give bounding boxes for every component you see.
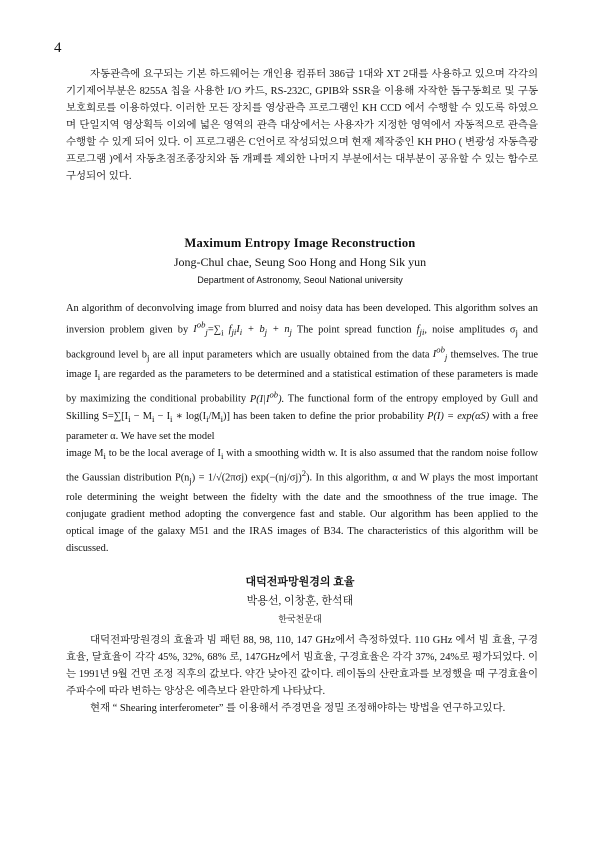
article1-authors: Jong-Chul chae, Seung Soo Hong and Hong Sik yun: [173, 255, 427, 269]
page-number: 4: [54, 40, 62, 56]
article2-title: 대덕전파망원경의 효율: [245, 576, 355, 588]
article2-authors: 박용선, 이창훈, 한석태: [246, 595, 354, 607]
intro-paragraph: [66, 66, 538, 185]
article1-affiliation: Department of Astronomy, Seoul National university: [197, 275, 403, 285]
intro-text: 자동관측에 요구되는 기본 하드웨어는 개인용 컴퓨터 386급 1대와 XT 2대를 사용하고 있으며 각각의 기기제어부분은 8255A 칩을 사용한 I/O 카드, RS-232C, GPIB와 SSR을 이용해 자작한 돔구동회로 및 구동보호회로를 이용하였다. 이러한 모든 장치를 영상관측 프로그램인 KH CCD 에서 수행할 수 있도록 하였으며 단일지역 영상획득 이외에 넓은 영역의 관측 대상에서는 사용자가 지정한 영역에서 자동적으로 관측을 수행할 수 있게 되어 있다. 이 프로그램은 C언어로 작성되었으며 현재 제작중인 KH PHO ( 변광성 자동측광 프로그램 )에서 자동초점조종장치와 돔 개폐를 제외한 나머지 부분에서는 대부분이 공유할 수 있는 함수로 구성되어 있다.: [66, 69, 538, 182]
article2-affiliation: 한국천문대: [278, 614, 322, 624]
article2-paragraph: [66, 632, 538, 717]
article2-text: 대덕전파망원경의 효율과 빔 패턴 88, 98, 110, 147 GHz에서 측정하였다. 110 GHz 에서 빔 효율, 구경효율, 달효율이 각각 45%, 32%, 68% 로, 147GHz에서 빔효율, 구경효율은 각각 37%, 24%로 평가되었다. 이는 1991년 9월 건면 조정 직후의 값보다. 약간 낮아진 값이다. 레이돔의 산란효과를 보정했을 때 구경효율이 주파수에 따라 변하는 양상은 예측보다 완만하게 나타났다.: [66, 635, 538, 697]
article1-title: Maximum Entropy Image Reconstruction: [184, 236, 416, 250]
article2-text-2: 현재 “ Shearing interferometer” 를 이용해서 주경면을 정밀 조정해야하는 방법을 연구하고있다.: [90, 703, 506, 714]
article1-abstract: An algorithm of deconvolving image from blurred and noisy data has been developed. This algorithm solves an inversion problem given by $I^{ob}_j=\sum_i$ $f_{ji}I_i + b_j + n_j$ The point spread function $f_{ji}$, noise amplitudes $\sigma_j$ and background level $b_j$ are all input parameters which are usually obtained from the data $I^{ob}_j$ themselves. The true image $I_i$ are regarded as the parameters to be determined and a statistical estimation of these parameters is made by maximizing the conditional probability $P(I|I^{ob})$. The functional form of the entropy employed by Gull and Skilling $S=\sum[I_i - M_i - I_i$ ∗ $\log(I_i/M_i)$] has been taken to define the prior probability P(I) = exp(αS) with a free parameter α. We have set the model image $M_i$ to be the local average of $I_i$ with a smoothing width w. It is also assumed that the random noise follow the Gaussian distribution $P(n_j) = 1/√(2\pi\sigma j)$ $\exp(-(nj/\sigma j)^2)$. In this algorithm, α and W plays the most important role determining the weight between the fidelty with the date and the smoothness of the true image. The conjugate gradient method adopting the convergence fast and stable. Our algorithm has been applied to the optical image of the galaxy M51 and the IRAS images of B34. The characteristics of this algorithm will be discussed.: [66, 303, 539, 555]
